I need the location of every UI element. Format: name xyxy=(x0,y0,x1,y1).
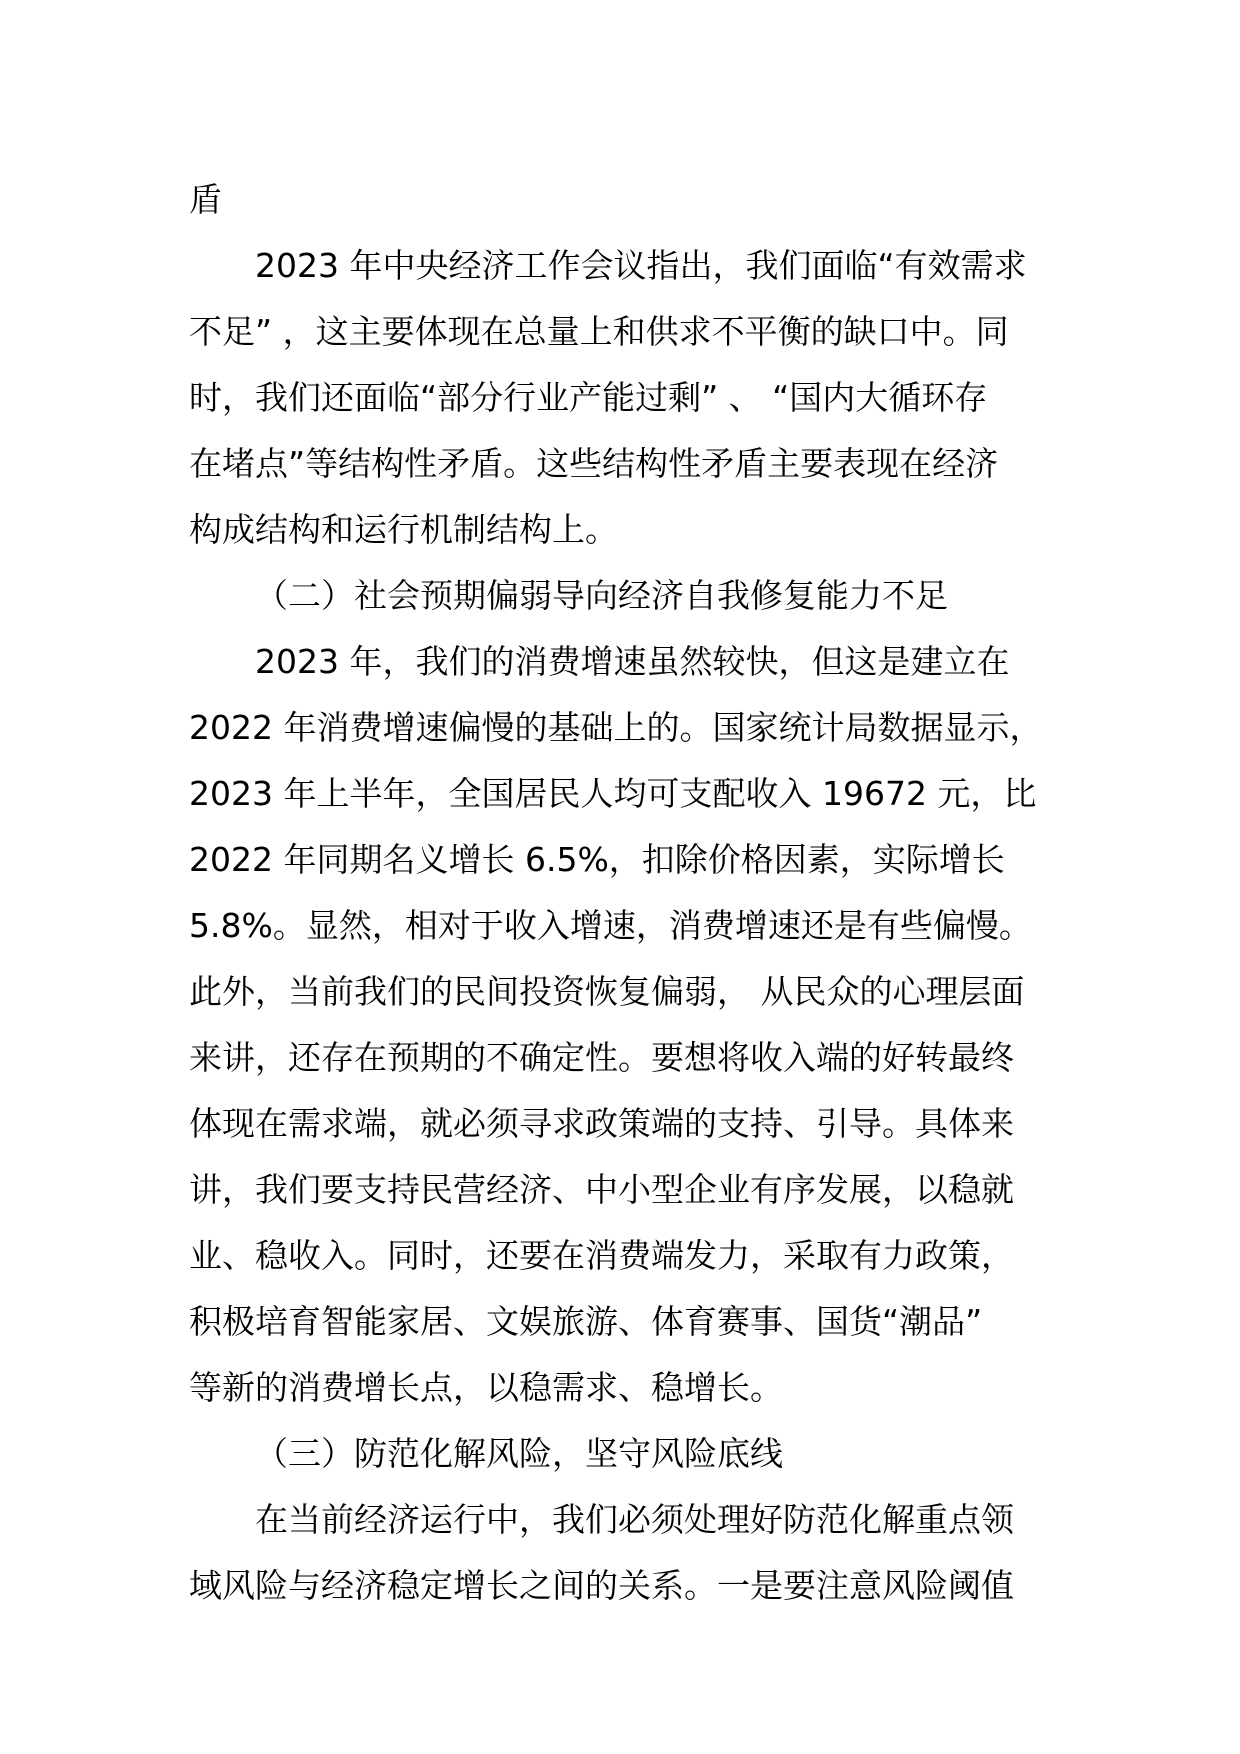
text-line: 业、稳收入。同时，还要在消费端发力，采取有力政策， xyxy=(189,1236,1014,1275)
text-line: 在堵点”等结构性矛盾。这些结构性矛盾主要表现在经济 xyxy=(189,444,999,483)
text-line: 时，我们还面临“部分行业产能过剩” 、 “国内大循环存 xyxy=(189,378,988,417)
text-line: 来讲，还存在预期的不确定性。要想将收入端的好转最终 xyxy=(189,1038,1014,1077)
text-line: 域风险与经济稳定增长之间的关系。一是要注意风险阈值 xyxy=(189,1566,1014,1605)
text-line: 不足” ，这主要体现在总量上和供求不平衡的缺口中。同 xyxy=(189,312,1009,351)
text-line: 构成结构和运行机制结构上。 xyxy=(189,510,618,549)
text-line: 2022 年消费增速偏慢的基础上的。国家统计局数据显示， xyxy=(189,708,1043,747)
text-line: 讲，我们要支持民营经济、中小型企业有序发展，以稳就 xyxy=(189,1170,1014,1209)
text-line: 体现在需求端，就必须寻求政策端的支持、引导。具体来 xyxy=(189,1104,1014,1143)
text-line: 在当前经济运行中，我们必须处理好防范化解重点领 xyxy=(255,1500,1014,1539)
text-line: 积极培育智能家居、文娱旅游、体育赛事、国货“潮品” xyxy=(189,1302,983,1341)
text-line: 2023 年中央经济工作会议指出，我们面临“有效需求 xyxy=(255,246,1027,285)
text-line: （三）防范化解风险，坚守风险底线 xyxy=(255,1434,783,1473)
text-line: 等新的消费增长点，以稳需求、稳增长。 xyxy=(189,1368,783,1407)
text-line: （二）社会预期偏弱导向经济自我修复能力不足 xyxy=(255,576,948,615)
text-line: 2023 年，我们的消费增速虽然较快，但这是建立在 xyxy=(255,642,1010,681)
document-body xyxy=(189,167,1069,1619)
text-line: 盾 xyxy=(189,180,222,219)
text-line: 此外，当前我们的民间投资恢复偏弱， 从民众的心理层面 xyxy=(189,972,1025,1011)
text-line: 2022 年同期名义增长 6.5%，扣除价格因素，实际增长 xyxy=(189,840,1005,879)
text-line: 5.8%。显然，相对于收入增速，消费增速还是有些偏慢。 xyxy=(189,906,1032,945)
text-line: 2023 年上半年，全国居民人均可支配收入 19672 元，比 xyxy=(189,774,1037,813)
